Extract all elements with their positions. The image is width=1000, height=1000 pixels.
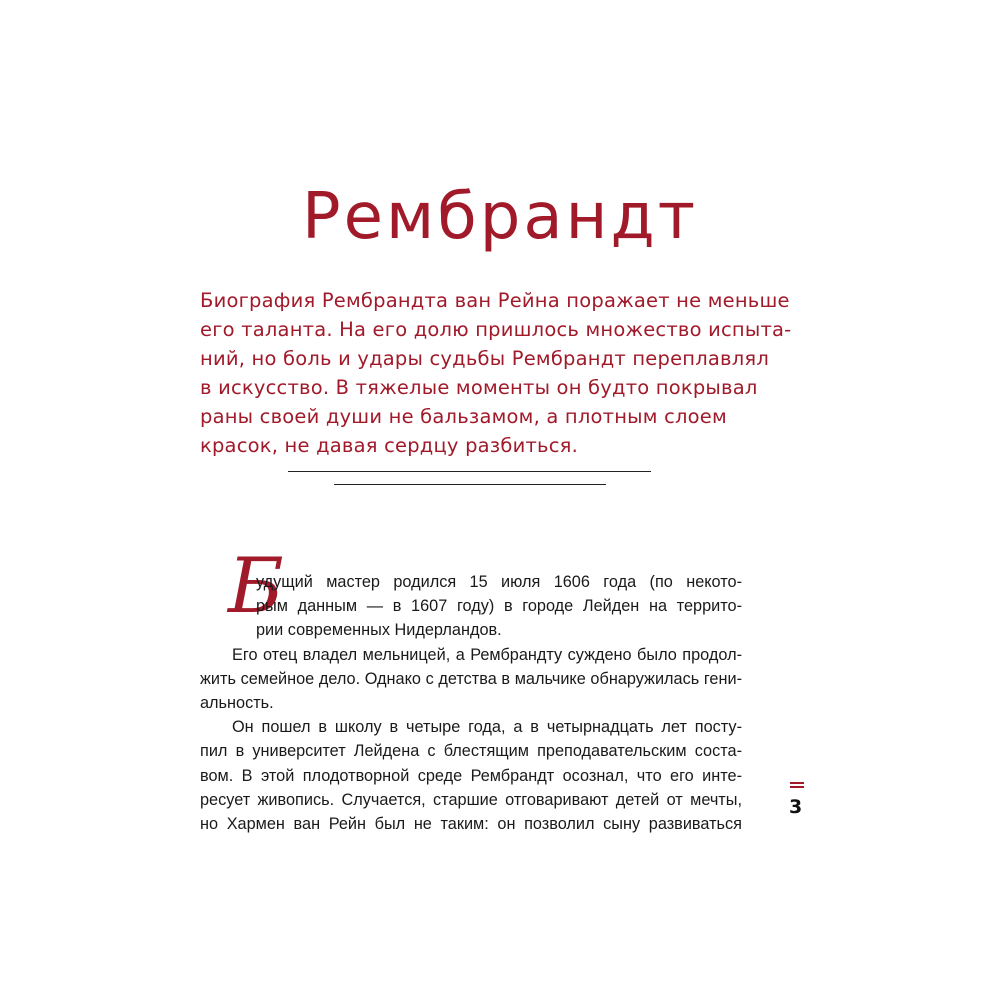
page-marker-bars — [790, 782, 804, 790]
lead-line: в искусство. В тяжелые моменты он будто покрывал — [200, 376, 758, 399]
lead-line: его таланта. На его долю пришлось множество испыта- — [200, 318, 792, 341]
lead-line: ний, но боль и удары судьбы Рембрандт переплавлял — [200, 347, 769, 370]
body-line: альность. — [200, 694, 274, 713]
body-line: рии современных Нидерландов. — [256, 621, 502, 640]
page-title: Рембрандт — [302, 180, 698, 254]
body-line: пил в университет Лейдена с блестящим преподавательским соста- — [200, 742, 742, 761]
body-line: ресует живопись. Случается, старшие отговаривают детей от мечты, — [200, 790, 742, 809]
body-line: удущий мастер родился 15 июля 1606 года (по некото- — [256, 573, 742, 591]
body-line: но Хармен ван Рейн был не таким: он позволил сыну развиваться — [200, 815, 742, 834]
lead-line: красок, не давая сердцу разбиться. — [200, 434, 578, 457]
body-text — [200, 570, 742, 836]
body-line: Его отец владел мельницей, а Рембрандту суждено было продол- — [232, 645, 742, 664]
lead-paragraph — [200, 286, 792, 460]
body-line: Он пошел в школу в четыре года, а в четырнадцать лет посту- — [232, 718, 742, 737]
body-line: жить семейное дело. Однако с детства в мальчике обнаружилась гени- — [200, 669, 742, 688]
page-number: 3 — [789, 796, 803, 818]
drop-cap: Б — [228, 541, 284, 630]
lead-line: Биография Рембрандта ван Рейна поражает не меньше — [200, 289, 790, 312]
body-line: рым данным — в 1607 году) в городе Лейден на террито- — [256, 597, 742, 616]
lead-line: раны своей души не бальзамом, а плотным слоем — [200, 405, 727, 428]
divider-line — [288, 471, 651, 472]
body-line: вом. В этой плодотворной среде Рембрандт осознал, что его инте- — [200, 766, 742, 785]
divider-line — [334, 484, 606, 485]
